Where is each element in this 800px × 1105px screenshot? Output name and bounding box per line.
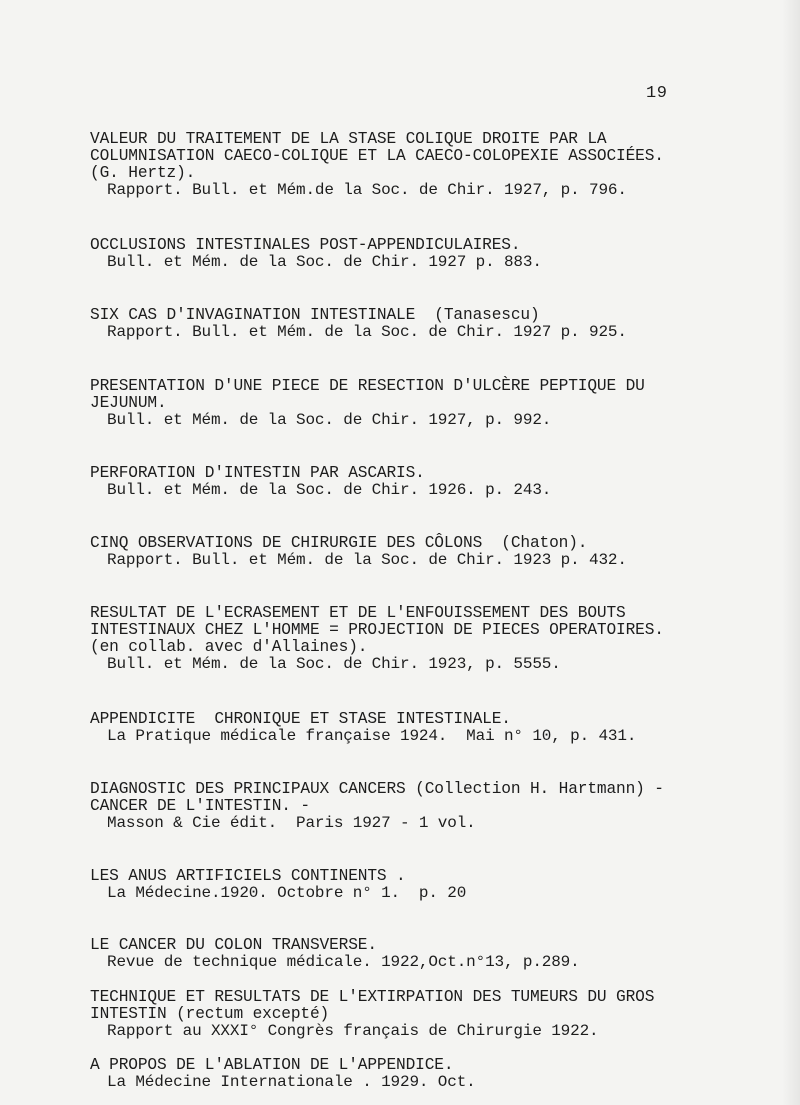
bibliography-entry — [90, 131, 780, 199]
entry-title-line: (en collab. avec d'Allaines). — [90, 638, 368, 656]
entry-reference: Bull. et Mém. de la Soc. de Chir. 1927 p. 883. — [107, 253, 542, 271]
entry-reference: Revue de technique médicale. 1922,Oct.n°13, p.289. — [107, 953, 580, 971]
entry-title-line: SIX CAS D'INVAGINATION INTESTINALE (Tanasescu) — [90, 306, 540, 324]
entry-reference: La Pratique médicale française 1924. Mai n° 10, p. 431. — [107, 727, 637, 745]
entry-title-line: TECHNIQUE ET RESULTATS DE L'EXTIRPATION DES TUMEURS DU GROS — [90, 988, 655, 1006]
entry-title-line: CANCER DE L'INTESTIN. - — [90, 797, 310, 815]
entry-title-line: DIAGNOSTIC DES PRINCIPAUX CANCERS (Collection H. Hartmann) - — [90, 780, 664, 798]
entry-title-line: VALEUR DU TRAITEMENT DE LA STASE COLIQUE DROITE PAR LA — [90, 130, 607, 148]
bibliography-entry — [90, 605, 780, 673]
entry-reference: La Médecine.1920. Octobre n° 1. p. 20 — [107, 884, 467, 902]
entry-title-line: PRESENTATION D'UNE PIECE DE RESECTION D'ULCÈRE PEPTIQUE DU — [90, 377, 645, 395]
entry-reference: Bull. et Mém. de la Soc. de Chir. 1927, p. 992. — [107, 411, 552, 429]
entry-reference: La Médecine Internationale . 1929. Oct. — [107, 1073, 476, 1091]
bibliography-entry — [90, 781, 780, 832]
entry-title-line: PERFORATION D'INTESTIN PAR ASCARIS. — [90, 464, 425, 482]
bibliography-entry — [90, 378, 780, 429]
bibliography-entry — [90, 535, 780, 569]
bibliography-entry — [90, 307, 780, 341]
entry-title-line: APPENDICITE CHRONIQUE ET STASE INTESTINALE. — [90, 710, 511, 728]
entry-title-line: JEJUNUM. — [90, 394, 167, 412]
entry-title-line: COLUMNISATION CAECO-COLIQUE ET LA CAECO-COLOPEXIE ASSOCIÉES. — [90, 147, 664, 165]
bibliography-entry — [90, 868, 780, 902]
entry-title-line: LES ANUS ARTIFICIELS CONTINENTS . — [90, 867, 406, 885]
entry-reference: Rapport au XXXI° Congrès français de Chirurgie 1922. — [107, 1022, 599, 1040]
bibliography-entry — [90, 711, 780, 745]
entry-title-line: LE CANCER DU COLON TRANSVERSE. — [90, 936, 377, 954]
bibliography-entry — [90, 937, 780, 971]
bibliography-entry — [90, 237, 780, 271]
entry-reference: Masson & Cie édit. Paris 1927 - 1 vol. — [107, 814, 476, 832]
entry-reference: Bull. et Mém. de la Soc. de Chir. 1923, p. 5555. — [107, 655, 561, 673]
entry-reference: Rapport. Bull. et Mém. de la Soc. de Chir. 1927 p. 925. — [107, 323, 627, 341]
entry-title-line: OCCLUSIONS INTESTINALES POST-APPENDICULAIRES. — [90, 236, 521, 254]
entry-reference: Rapport. Bull. et Mém. de la Soc. de Chir. 1923 p. 432. — [107, 551, 627, 569]
bibliography-entry — [90, 465, 780, 499]
bibliography-entry — [90, 989, 780, 1040]
entry-title-line: RESULTAT DE L'ECRASEMENT ET DE L'ENFOUISSEMENT DES BOUTS — [90, 604, 626, 622]
entry-reference: Bull. et Mém. de la Soc. de Chir. 1926. p. 243. — [107, 481, 552, 499]
bibliography-entry — [90, 1057, 780, 1091]
entry-title-line: A PROPOS DE L'ABLATION DE L'APPENDICE. — [90, 1056, 454, 1074]
entry-title-line: INTESTIN (rectum excepté) — [90, 1005, 330, 1023]
entry-title-line: INTESTINAUX CHEZ L'HOMME = PROJECTION DE PIECES OPERATOIRES. — [90, 621, 664, 639]
entry-reference: Rapport. Bull. et Mém.de la Soc. de Chir. 1927, p. 796. — [107, 181, 627, 199]
page-number: 19 — [646, 84, 668, 103]
entry-title-line: (G. Hertz). — [90, 164, 196, 182]
entry-title-line: CINQ OBSERVATIONS DE CHIRURGIE DES CÔLONS (Chaton). — [90, 534, 588, 552]
